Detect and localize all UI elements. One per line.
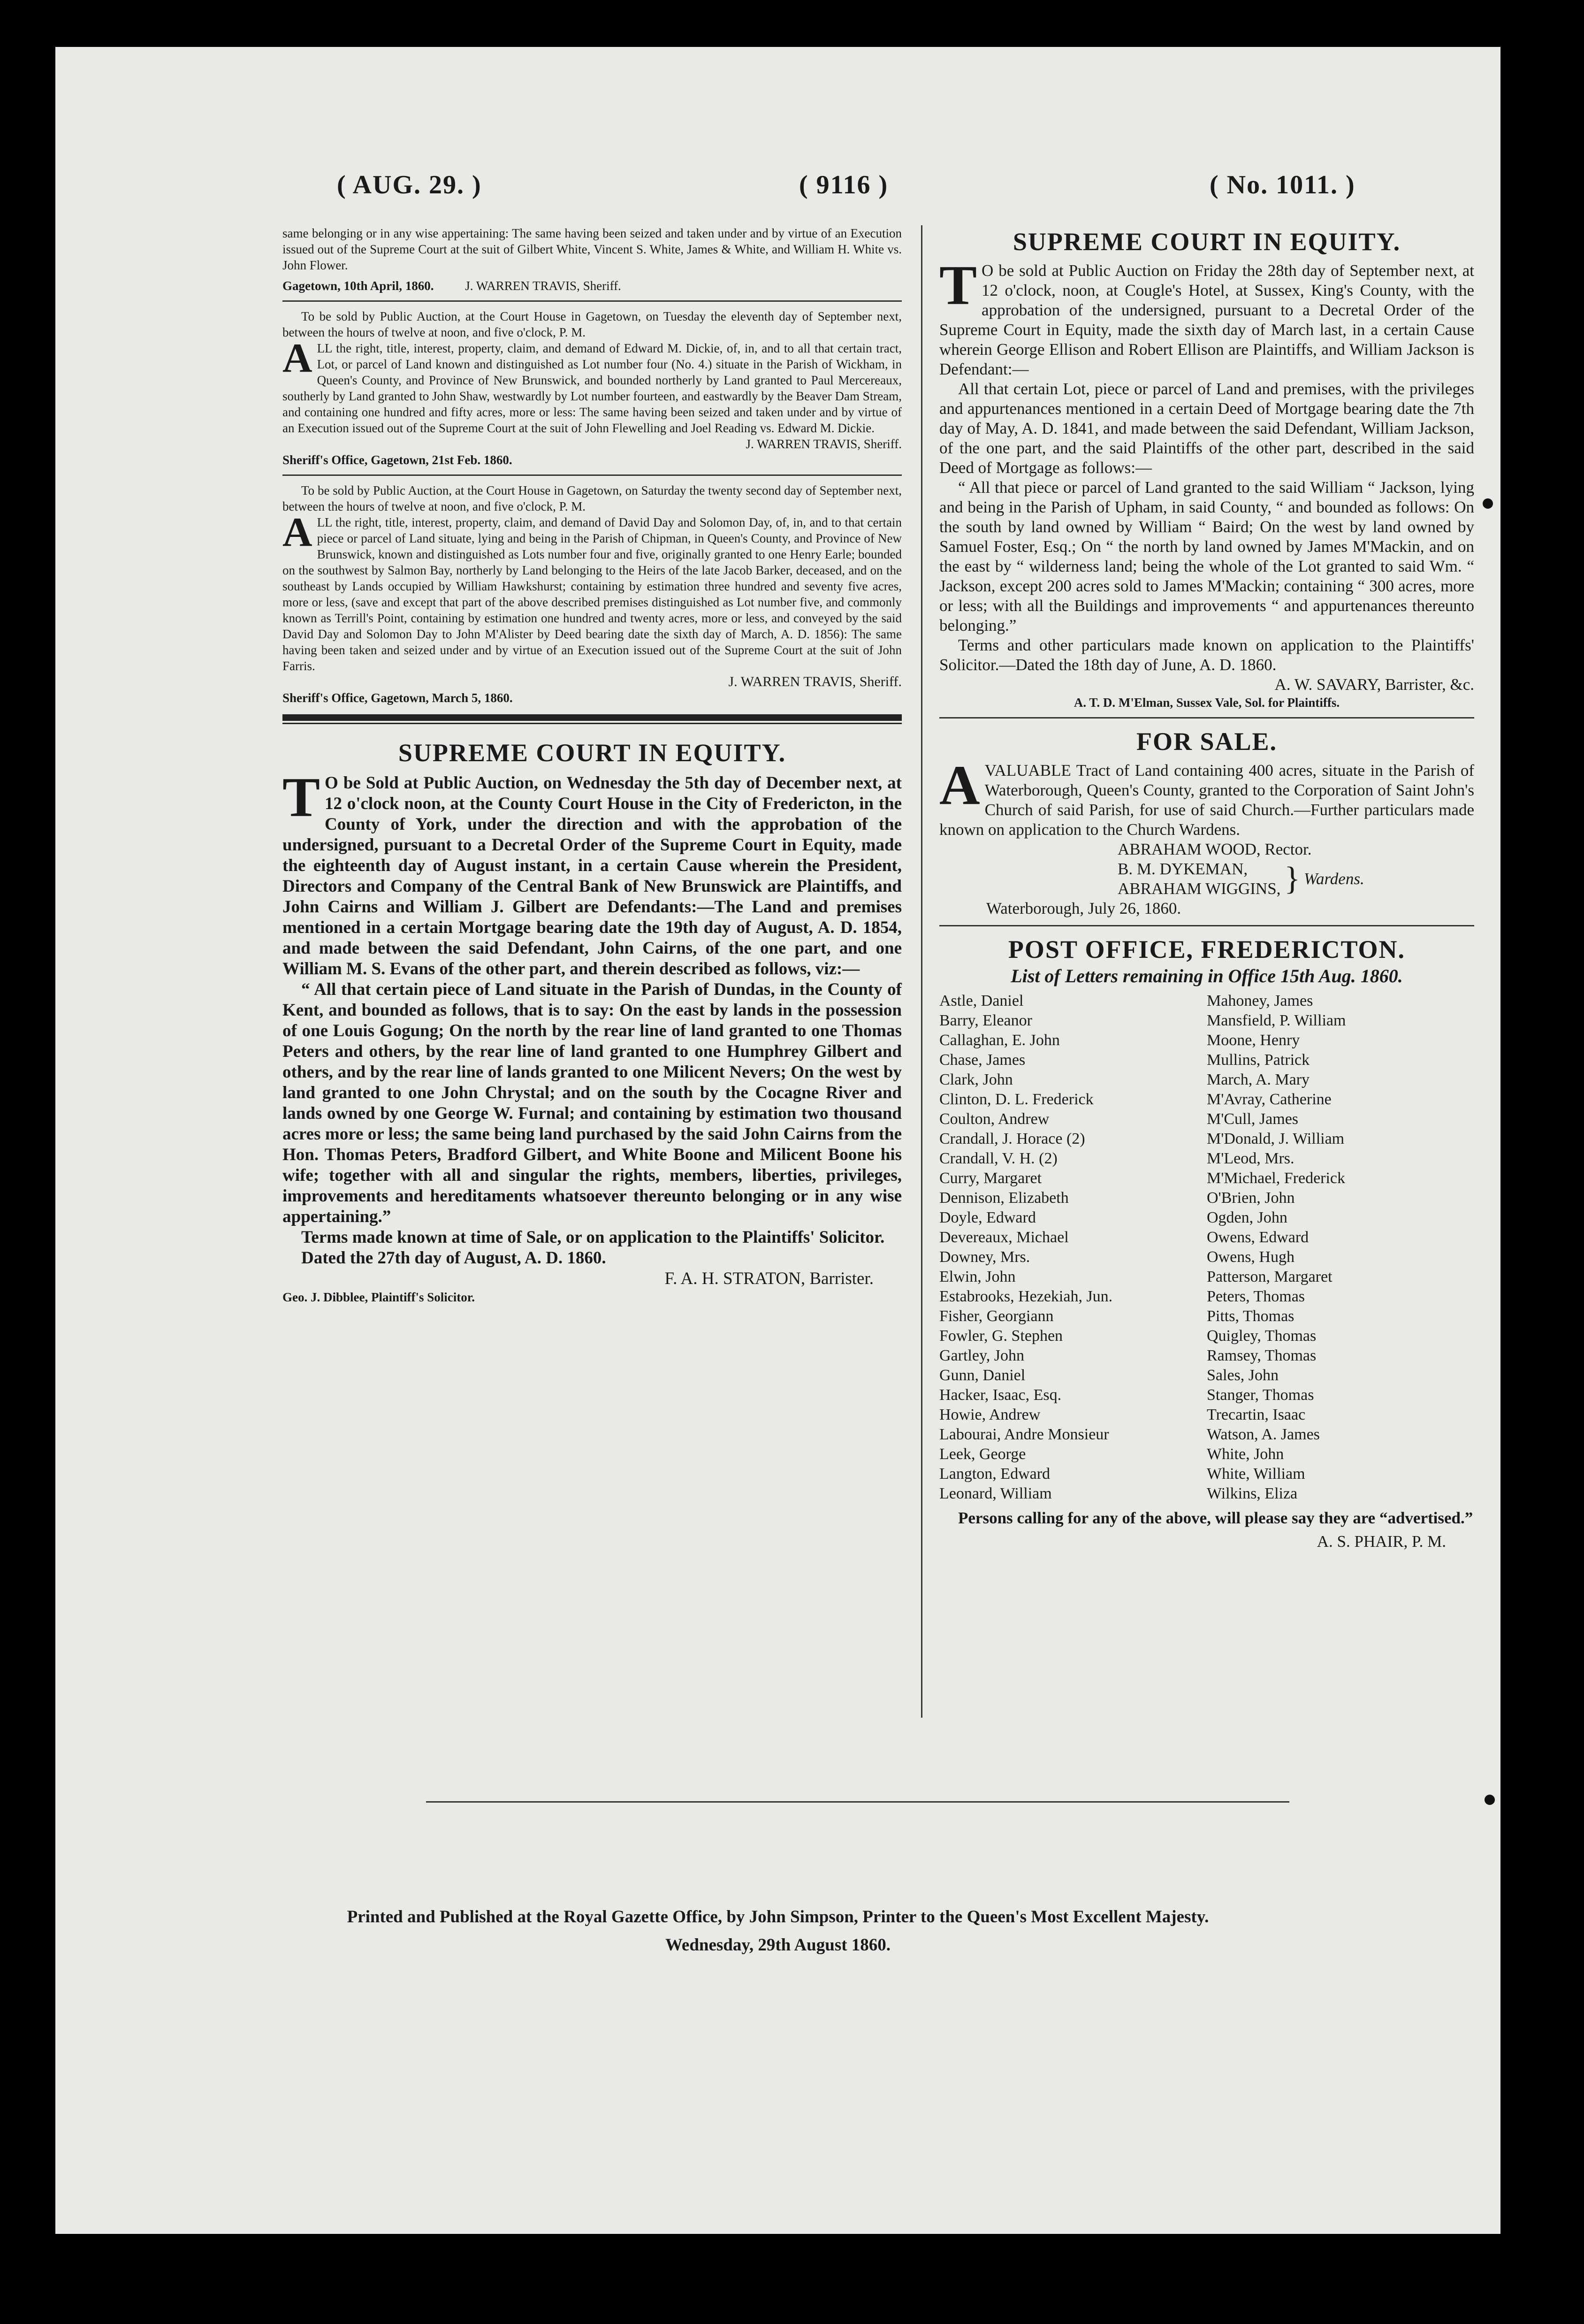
for-sale-body: VALUABLE Tract of Land containing 400 acres, situate in the Parish of Waterborough, Queen's County, granted to the Corporation of Saint John's Church of said Parish, for use of said Church.—Further particulars made known on application to the Church Wardens. [939,761,1474,839]
letter-entry: Astle, Daniel [939,992,1024,1009]
postmaster-signature: A. S. PHAIR, P. M. [1317,1532,1446,1551]
letter-entry: Clinton, D. L. Frederick [939,1091,1094,1108]
notice-day-body: LL the right, title, interest, property, claim, and demand of David Day and Solomon Day, of, in, and to that certain piece or parcel of Land situate, lying and being in the Parish of Chipman, in Queen's County, and Province of New Brunswick, known and distinguished as Lots number four and five, originally granted to one Henry Earle; bounded on the southwest by Salmon Bay, northerly by Land belonging to the Heirs of the late Jacob Barker, deceased, and on the southeast by Lands occupied by William Hawkshurst; containing by estimation three hundred and seventy five acres, more or less, (save and except that part of the above described premises distinguished as Lot number five, and commonly known as Terrill's Point, containing by estimation one hundred and twenty acres, more or less, and conveyed by the said David Day and Solomon Day to John M'Alister by Deed bearing date the sixth day of March, A. D. 1856): The same having been taken and seized under and by virtue of an Execution issued out of the Supreme Court at the suit of John Farris. [282,515,902,673]
letter-entry: Pitts, Thomas [1207,1307,1295,1325]
letter-entry: Crandall, J. Horace (2) [939,1130,1085,1147]
letter-entry: Clark, John [939,1071,1013,1088]
warden-name: ABRAHAM WIGGINS, [1118,879,1281,898]
section-title: SUPREME COURT IN EQUITY. [398,739,786,767]
separator [939,925,1474,926]
letter-entry: Downey, Mrs. [939,1248,1030,1266]
notice-place: Gagetown, 10th April, 1860. [282,279,434,293]
letter-entry: Estabrooks, Hezekiah, Jun. [939,1288,1113,1305]
printer-imprint [55,1903,1500,1959]
letter-entry: Howie, Andrew [939,1406,1041,1423]
letter-entry: Hacker, Isaac, Esq. [939,1386,1062,1404]
equity-notice-body: O be sold at Public Auction on Friday the 28th day of September next, at 12 o'clock, noon, at Cougle's Hotel, at Sussex, King's County, with the approbation of the undersigned, pursuant to a Decretal Order of the Supreme Court in Equity, made the sixth day of March last, in a certain Cause wherein George Ellison and Robert Ellison are Plaintiffs, and William Jackson is Defendant:— [939,261,1474,378]
equity-notice-quote: “ All that piece or parcel of Land granted to the said William “ Jackson, lying and being in the Parish of Upham, in said County, “ and bounded as follows: On the south by land owned by William “ Baird; On the west by land owned by Samuel Foster, Esq.; On “ the north by land owned by James M'Mackin, and on the east by “ wilderness land; being the whole of the Lot granted to said Wm. “ Jackson, except 200 acres sold to James M'Mackin; containing “ 300 acres, more or less; with all the Buildings and improvements “ and appurtenances thereunto belonging.” [939,478,1474,635]
notice-dickie-text [282,336,902,436]
letter-entry: Chase, James [939,1051,1026,1069]
wardens-signature [939,859,1474,899]
equity-notice-terms: Terms made known at time of Sale, or on application to the Plaintiffs' Solicitor. [301,1228,885,1247]
wardens-label: Wardens. [1304,870,1364,888]
drop-cap: T [282,766,320,828]
section-rule [282,714,902,724]
notice-flower-signoff [282,278,902,294]
letter-entry: Watson, A. James [1207,1426,1320,1443]
folio-issue-number: ( No. 1011. ) [1210,170,1356,199]
letter-entry: Trecartin, Isaac [1207,1406,1306,1423]
letter-entry: Ogden, John [1207,1209,1287,1226]
letter-entry: Owens, Edward [1207,1229,1309,1246]
drop-cap: A [939,754,980,816]
letter-entry: O'Brien, John [1207,1189,1295,1207]
letter-entry: Patterson, Margaret [1207,1268,1333,1285]
notice-day-text [282,510,902,674]
drop-cap: T [939,254,977,316]
letter-entry: Langton, Edward [939,1465,1051,1483]
letter-entry: M'Cull, James [1207,1110,1299,1128]
equity-notice-text [939,254,1474,379]
newspaper-page [55,47,1500,2234]
letter-entry: Coulton, Andrew [939,1110,1050,1128]
letter-entry: Gunn, Daniel [939,1367,1026,1384]
section-title: SUPREME COURT IN EQUITY. [1013,228,1401,256]
bottom-rule [426,1801,1289,1803]
letters-list [939,991,1474,1504]
solicitor-line: Geo. J. Dibblee, Plaintiff's Solicitor. [282,1290,475,1304]
letter-entry: M'Donald, J. William [1207,1130,1345,1147]
letter-entry: Mansfield, P. William [1207,1012,1346,1029]
equity-notice-date: Dated the 27th day of August, A. D. 1860. [301,1248,606,1268]
notice-dickie-body: LL the right, title, interest, property, claim, and demand of Edward M. Dickie, of, in, and to all that certain tract, Lot, or parcel of Land known and distinguished as Lot number four (No. 4.) situate in the Parish of Wickham, in Queen's County, and Province of New Brunswick, and bounded northerly by Land granted to Paul Mercereaux, southerly by Land granted to John Shaw, westwardly by Lot number fourteen, and eastwardly by the Beaver Dam Stream, and containing one hundred and fifty acres, more or less: The same having been seized and taken under and by virtue of an Execution issued out of the Supreme Court at the suit of John Flewelling and Joel Reading vs. Edward M. Dickie. [282,341,902,435]
folio-date: ( AUG. 29. ) [337,170,482,199]
barrister-signature: A. W. SAVARY, Barrister, &c. [1274,675,1474,694]
letter-entry: Mahoney, James [1207,992,1313,1009]
sheriff-signature: J. WARREN TRAVIS, Sheriff. [728,674,902,689]
letters-list-subtitle: List of Letters remaining in Office 15th Aug. 1860. [1011,965,1403,986]
section-title: FOR SALE. [1136,727,1278,756]
letter-entry: Fisher, Georgiann [939,1307,1054,1325]
rector-signature: ABRAHAM WOOD, Rector. [1118,840,1312,858]
notice-flower-text: same belonging or in any wise appertaining: The same having been seized and taken under and by virtue of an Execution issued out of the Supreme Court at the suit of Gilbert White, Vincent S. White, James & White, and William H. White vs. John Flower. [282,226,902,272]
post-office-note: Persons calling for any of the above, will please say they are “advertised.” [958,1509,1473,1527]
letter-entry: Stanger, Thomas [1207,1386,1314,1404]
notice-place: Sheriff's Office, Gagetown, March 5, 1860. [282,691,513,705]
drop-cap: A [282,336,312,381]
letter-entry: White, John [1207,1445,1284,1463]
letter-entry: Devereaux, Michael [939,1229,1069,1246]
imprint-date: Wednesday, 29th August 1860. [665,1935,891,1955]
letter-entry: M'Avray, Catherine [1207,1091,1332,1108]
scan-speck [1483,498,1493,509]
letter-entry: M'Michael, Frederick [1207,1170,1346,1187]
letter-entry: Labourai, Andre Monsieur [939,1426,1109,1443]
right-column [939,225,1474,1552]
letter-entry: Curry, Margaret [939,1170,1042,1187]
letter-entry: Quigley, Thomas [1207,1327,1317,1345]
letter-entry: Peters, Thomas [1207,1288,1305,1305]
letter-entry: White, William [1207,1465,1305,1483]
equity-notice-terms: Terms and other particulars made known on application to the Plaintiffs' Solicitor.—Dated the 18th day of June, A. D. 1860. [939,636,1474,674]
separator [282,474,902,476]
scan-speck [1485,1795,1495,1805]
letter-entry: Wilkins, Eliza [1207,1485,1298,1502]
letters-list-right [1207,991,1474,1504]
drop-cap: A [282,510,312,555]
brace: } [1284,861,1301,897]
letter-entry: March, A. Mary [1207,1071,1310,1088]
letter-entry: Leek, George [939,1445,1026,1463]
equity-notice-body: O be Sold at Public Auction, on Wednesday the 5th day of December next, at 12 o'clock noon, at the County Court House in the City of Fredericton, in the County of York, under the direction and with the approbation of the undersigned, pursuant to a Decretal Order of the Supreme Court in Equity, made the eighteenth day of August instant, in a certain Cause wherein the President, Directors and Company of the Central Bank of New Brunswick are Plaintiffs, and John Cairns and William J. Gilbert are Defendants:—The Land and premises mentioned in a certain Mortgage bearing date the 19th day of August, A. D. 1854, and made between the said Defendant, John Cairns, of the one part, and one William M. S. Evans of the other part, and therein described as follows, viz:— [282,773,902,979]
letter-entry: M'Leod, Mrs. [1207,1150,1295,1167]
page-folio [55,170,1500,207]
letter-entry: Elwin, John [939,1268,1016,1285]
for-sale-text [939,754,1474,840]
letter-entry: Fowler, G. Stephen [939,1327,1063,1345]
letter-entry: Moone, Henry [1207,1032,1300,1049]
barrister-signature: F. A. H. STRATON, Barrister. [664,1269,874,1288]
notice-place: Sheriff's Office, Gagetown, 21st Feb. 1860. [282,453,512,467]
equity-notice-text [282,766,902,979]
imprint-line: Printed and Published at the Royal Gazette Office, by John Simpson, Printer to the Queen's Most Excellent Majesty. [347,1907,1209,1926]
equity-notice-quote: “ All that certain piece of Land situate in the Parish of Dundas, in the County of Kent, and bounded as follows, that is to say: On the east by lands in the possession of one Louis Gogung; On the north by the rear line of land granted to one Thomas Peters and others, by the rear line of land granted to one Humphrey Gilbert and others, and by the rear line of lands granted to one Milicent Nevers; On the west by land granted to one John Chrystal; and on the south by the Cocagne River and lands owned by one George W. Furnal; and containing by estimation two thousand acres more or less; the same being land purchased by the said John Cairns from the Hon. Thomas Peters, Bradford Gilbert, and White Boone and Milicent Boone his wife; together with all and singular the rights, members, liberties, privileges, improvements and hereditaments whatsoever thereunto belonging or in any wise appertaining.” [282,980,902,1226]
letter-entry: Ramsey, Thomas [1207,1347,1317,1364]
letter-entry: Barry, Eleanor [939,1012,1032,1029]
notice-dickie-intro: To be sold by Public Auction, at the Court House in Gagetown, on Tuesday the eleventh day of September next, between the hours of twelve at noon, and five o'clock, P. M. [282,309,902,339]
warden-name: B. M. DYKEMAN, [1118,860,1248,878]
separator [282,300,902,302]
column-divider [921,225,922,1718]
folio-page-number: ( 9116 ) [799,170,889,199]
letter-entry: Mullins, Patrick [1207,1051,1310,1069]
letter-entry: Doyle, Edward [939,1209,1036,1226]
letter-entry: Callaghan, E. John [939,1032,1060,1049]
letter-entry: Sales, John [1207,1367,1279,1384]
letter-entry: Dennison, Elizabeth [939,1189,1069,1207]
left-column [282,225,902,1305]
separator [939,717,1474,719]
sheriff-signature: J. WARREN TRAVIS, Sheriff. [746,437,902,451]
section-title: POST OFFICE, FREDERICTON. [1008,935,1406,963]
letter-entry: Owens, Hugh [1207,1248,1295,1266]
notice-day-intro: To be sold by Public Auction, at the Court House in Gagetown, on Saturday the twenty second day of September next, between the hours of twelve at noon, and five o'clock, P. M. [282,483,902,513]
sheriff-signature: J. WARREN TRAVIS, Sheriff. [465,279,621,293]
letters-list-left [939,991,1207,1504]
letter-entry: Leonard, William [939,1485,1052,1502]
equity-notice-description: All that certain Lot, piece or parcel of Land and premises, with the privileges and appurtenances mentioned in a certain Deed of Mortgage bearing date the 7th day of May, A. D. 1841, and made between the said Defendant, William Jackson, of the one part, and the said Plaintiffs of the other part, described in the said Deed of Mortgage as follows:— [939,380,1474,477]
letter-entry: Crandall, V. H. (2) [939,1150,1058,1167]
solicitor-line: A. T. D. M'Elman, Sussex Vale, Sol. for Plaintiffs. [1074,696,1340,710]
notice-place: Waterborough, July 26, 1860. [986,899,1181,917]
letter-entry: Gartley, John [939,1347,1024,1364]
